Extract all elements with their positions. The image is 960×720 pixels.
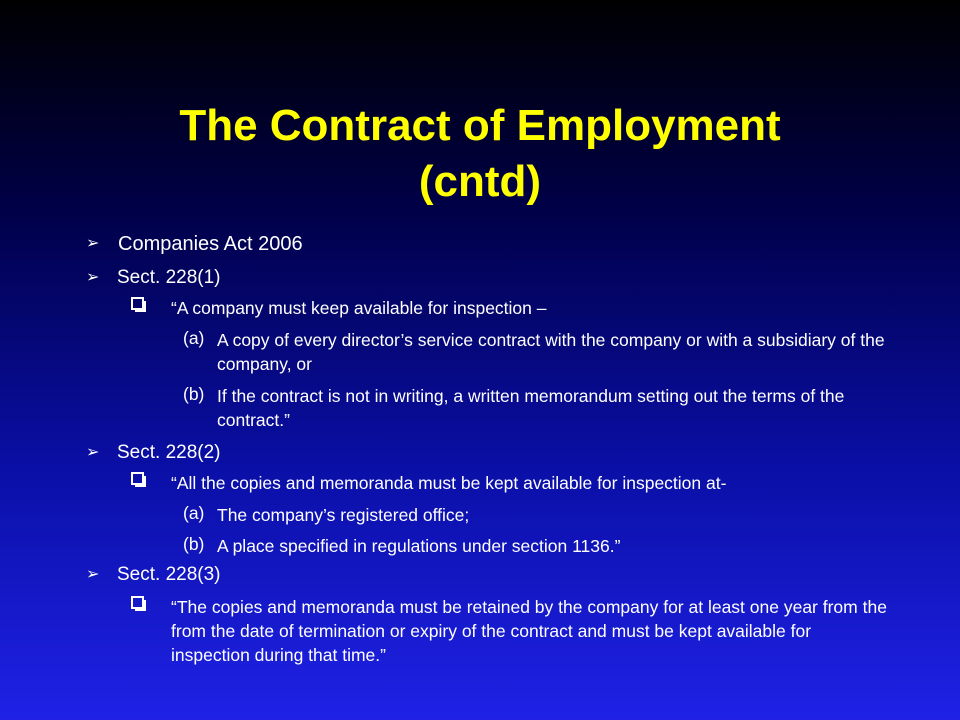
checkbox-bullet-icon	[131, 596, 144, 609]
slide-title-line-1: The Contract of Employment	[179, 101, 781, 150]
arrow-bullet-icon: ➢	[86, 235, 100, 252]
arrow-bullet-icon: ➢	[86, 566, 100, 583]
slide-title-line-2: (cntd)	[418, 157, 542, 206]
arrow-bullet-icon: ➢	[86, 269, 100, 286]
arrow-bullet-icon: ➢	[86, 444, 100, 461]
checkbox-bullet-icon	[131, 472, 144, 485]
slide-content: ➢ Companies Act 2006 ➢ Sect. 228(1) “A company must keep available for inspection – (a) A copy of every director’s service contract with the company or with a subsidiary of the company, or (b) If the contract is not in writing, a written memorandum setting out the terms of the contract.” ➢ Sect. 228(2) “All the copies and memoranda must be kept available for inspection at- (a) The company’s registered office; (b) A place specified in regulations under section 1136.” ➢ Sect. 228(3) “The copies and memoranda must be retained by the company for at least one year from the from the date of termination or expiry of the contract and must be kept available for inspection during that time.”	[86, 233, 887, 665]
checkbox-bullet-icon	[131, 297, 144, 310]
